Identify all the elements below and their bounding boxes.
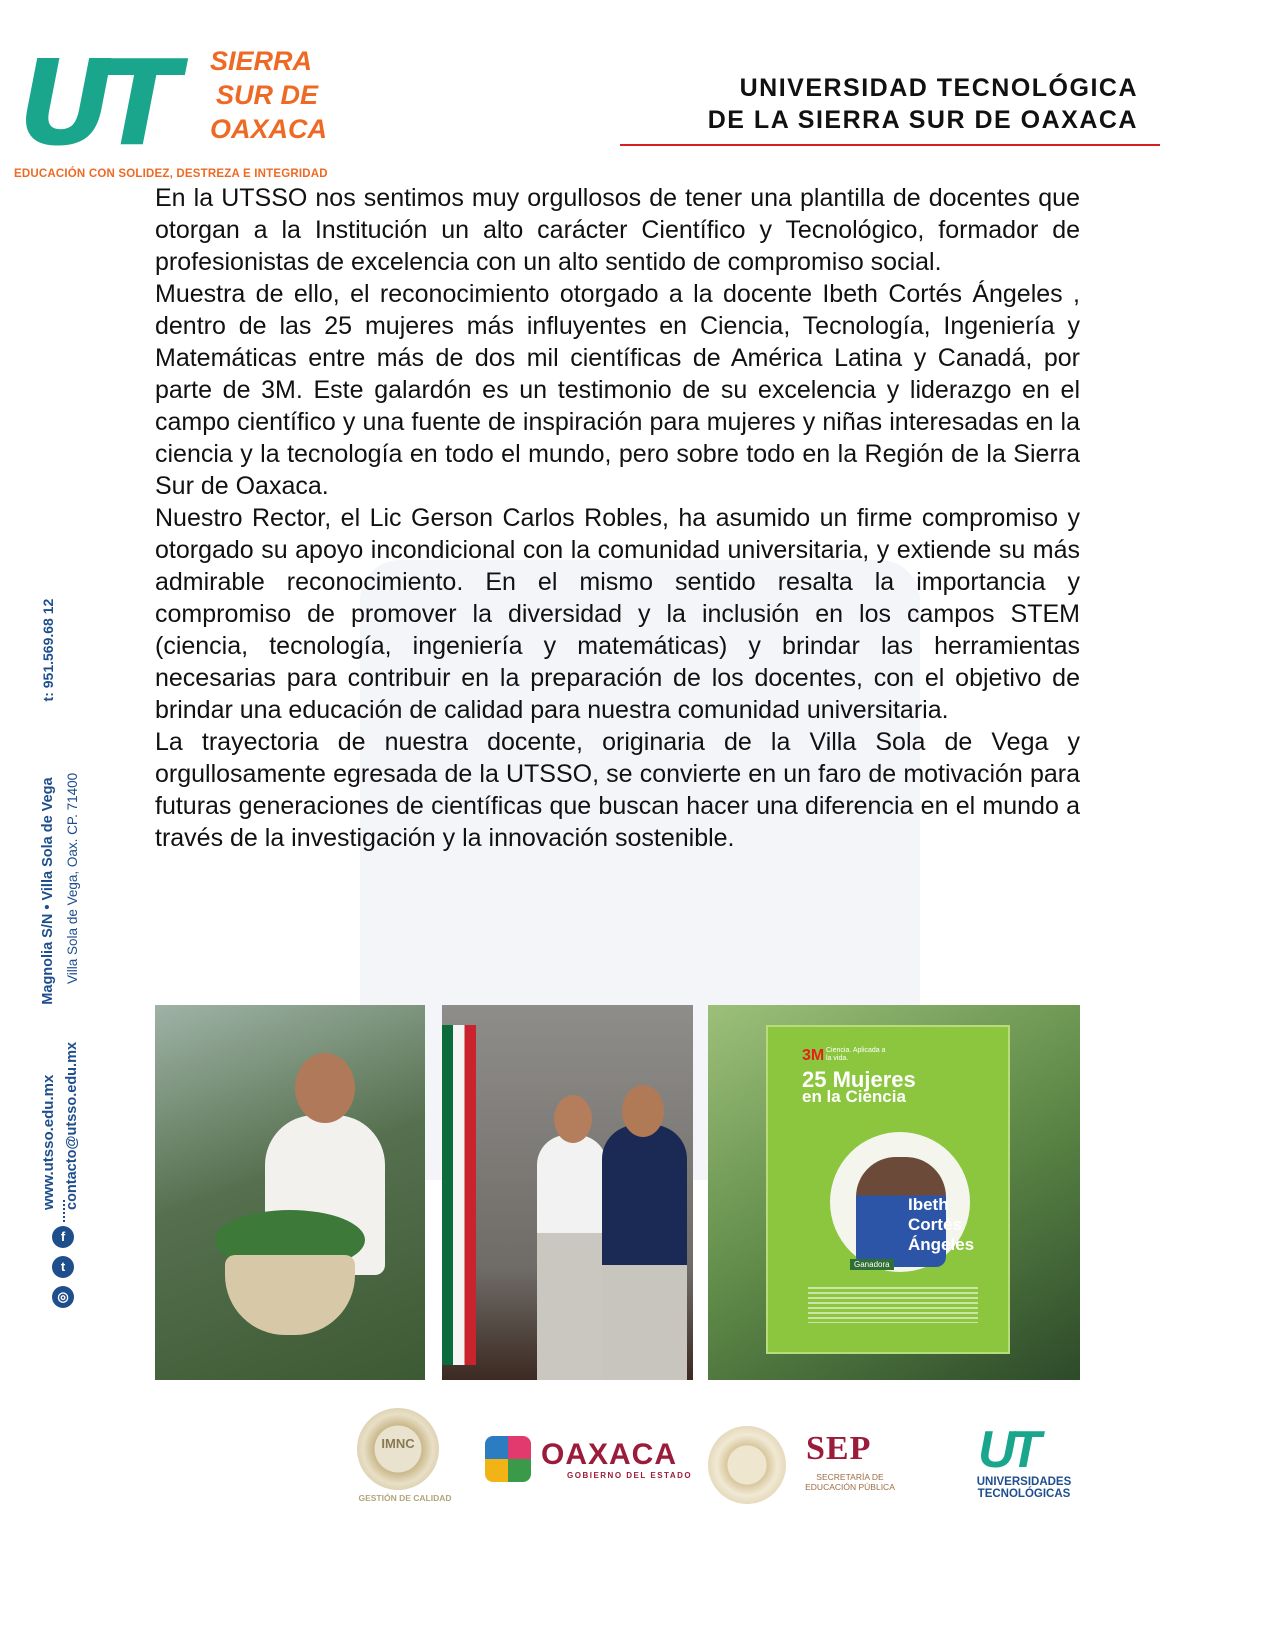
poster-title [802, 1067, 992, 1106]
poster-brand: 3M [802, 1047, 825, 1064]
oaxaca-emblem-icon [485, 1436, 531, 1482]
photo-basket [225, 1255, 355, 1335]
photo-face-1 [554, 1095, 592, 1143]
logo-ut-mark: UT [18, 34, 167, 172]
imnc-label: IMNC [381, 1436, 415, 1451]
poster-title-big: 25 Mujeres [802, 1067, 916, 1092]
photo-face-2 [622, 1085, 664, 1137]
logo-tagline: EDUCACIÓN CON SOLIDEZ, DESTREZA E INTEGRIDAD [14, 168, 328, 180]
paragraph-3: Nuestro Rector, el Lic Gerson Carlos Robles, ha asumido un firme compromiso y otorgado su apoyo incondicional con la comunidad universitaria, y extiende su más admirable reconocimiento. En el mismo sentido resalta la importancia y compromiso de promover la diversidad y la inclusión en los campos STEM (ciencia, tecnología, ingeniería y matemáticas) y brindar las herramientas necesarias para contribuir en la preparación de los docentes, con el objetivo de brindar una educación de calidad para nuestra comunidad universitaria. [155, 504, 1080, 724]
photo-award-poster [708, 1005, 1080, 1380]
oaxaca-wordmark: OAXACA [541, 1438, 678, 1471]
facebook-icon[interactable]: f [52, 1226, 74, 1248]
twitter-icon[interactable]: t [52, 1256, 74, 1278]
imnc-sublabel: GESTIÓN DE CALIDAD [358, 1493, 452, 1503]
poster-winner-name: Ibeth Cortés Ángeles [908, 1195, 975, 1254]
oaxaca-subtitle: GOBIERNO DEL ESTADO [567, 1471, 693, 1480]
ut-footer-mark: UT [978, 1421, 1036, 1479]
logo-word-1: SIERRA [210, 46, 313, 76]
photo-garden-basket [155, 1005, 425, 1380]
mexican-flag [442, 1025, 476, 1365]
paragraph-4: La trayectoria de nuestra docente, originaria de la Villa Sola de Vega y orgullosamente egresada de la UTSSO, se convierte en un faro de motivación para futuras generaciones de científicas que buscan hacer una diferencia en el mundo a través de la investigación y la innovación sostenible. [155, 728, 1080, 852]
logo-word-2: SUR DE [216, 80, 319, 110]
photo-person-1 [537, 1135, 607, 1380]
utsso-logo [14, 34, 354, 180]
ut-footer-subtitle: UNIVERSIDADES TECNOLÓGICAS [976, 1476, 1072, 1500]
award-poster [766, 1025, 1010, 1354]
photo-person-head [295, 1053, 355, 1123]
poster-title-small: en la Ciencia [802, 1087, 906, 1106]
header-line-2: DE LA SIERRA SUR DE OAXACA [707, 106, 1138, 134]
email-link[interactable]: contacto@utsso.edu.mx [64, 1041, 80, 1210]
header-rule [620, 144, 1160, 146]
header-line-1: UNIVERSIDAD TECNOLÓGICA [739, 74, 1138, 102]
poster-badge: Ganadora [850, 1259, 894, 1270]
photo-two-women-flag [442, 1005, 693, 1380]
paragraph-2: Muestra de ello, el reconocimiento otorgado a la docente Ibeth Cortés Ángeles , dentro de las 25 mujeres más influyentes en Ciencia, Tecnología, Ingeniería y Matemáticas entre más de dos mil científicas de América Latina y Canadá, por parte de 3M. Este galardón es un testimonio de su excelencia y liderazgo en el campo científico y una fuente de inspiración para mujeres y niñas interesadas en la ciencia y la tecnología en todo el mundo, pero sobre todo en la Región de la Sierra Sur de Oaxaca. [155, 280, 1080, 500]
contact-sidebar [36, 410, 96, 1210]
address-line-1: Magnolia S/N • Villa Sola de Vega [40, 777, 56, 1005]
sep-subtitle: SECRETARÍA DE EDUCACIÓN PÚBLICA [805, 1472, 895, 1492]
sidebar-divider [63, 1200, 65, 1222]
sep-wordmark: SEP [806, 1430, 872, 1467]
instagram-icon[interactable]: ◎ [52, 1286, 74, 1308]
institution-header [620, 72, 1160, 146]
national-seal [708, 1426, 786, 1504]
photo-person-2 [602, 1125, 687, 1380]
logo-words [210, 44, 360, 146]
paragraph-1: En la UTSSO nos sentimos muy orgullosos de tener una plantilla de docentes que otorgan a la Institución un alto carácter Científico y Tecnológico, formador de profesionistas de excelencia con un alto sentido de compromiso social. [155, 184, 1080, 276]
poster-description [808, 1287, 978, 1323]
poster-brand-sub: Ciencia. Aplicada a la vida. [826, 1047, 886, 1062]
website-link[interactable]: www.utsso.edu.mx [39, 1074, 57, 1210]
address-line-2: Villa Sola de Vega, Oax. CP. 71400 [64, 772, 80, 984]
article-body [155, 182, 1080, 854]
logo-word-3: OAXACA [210, 114, 328, 144]
phone-number: t: 951.569.68 12 [40, 598, 56, 702]
